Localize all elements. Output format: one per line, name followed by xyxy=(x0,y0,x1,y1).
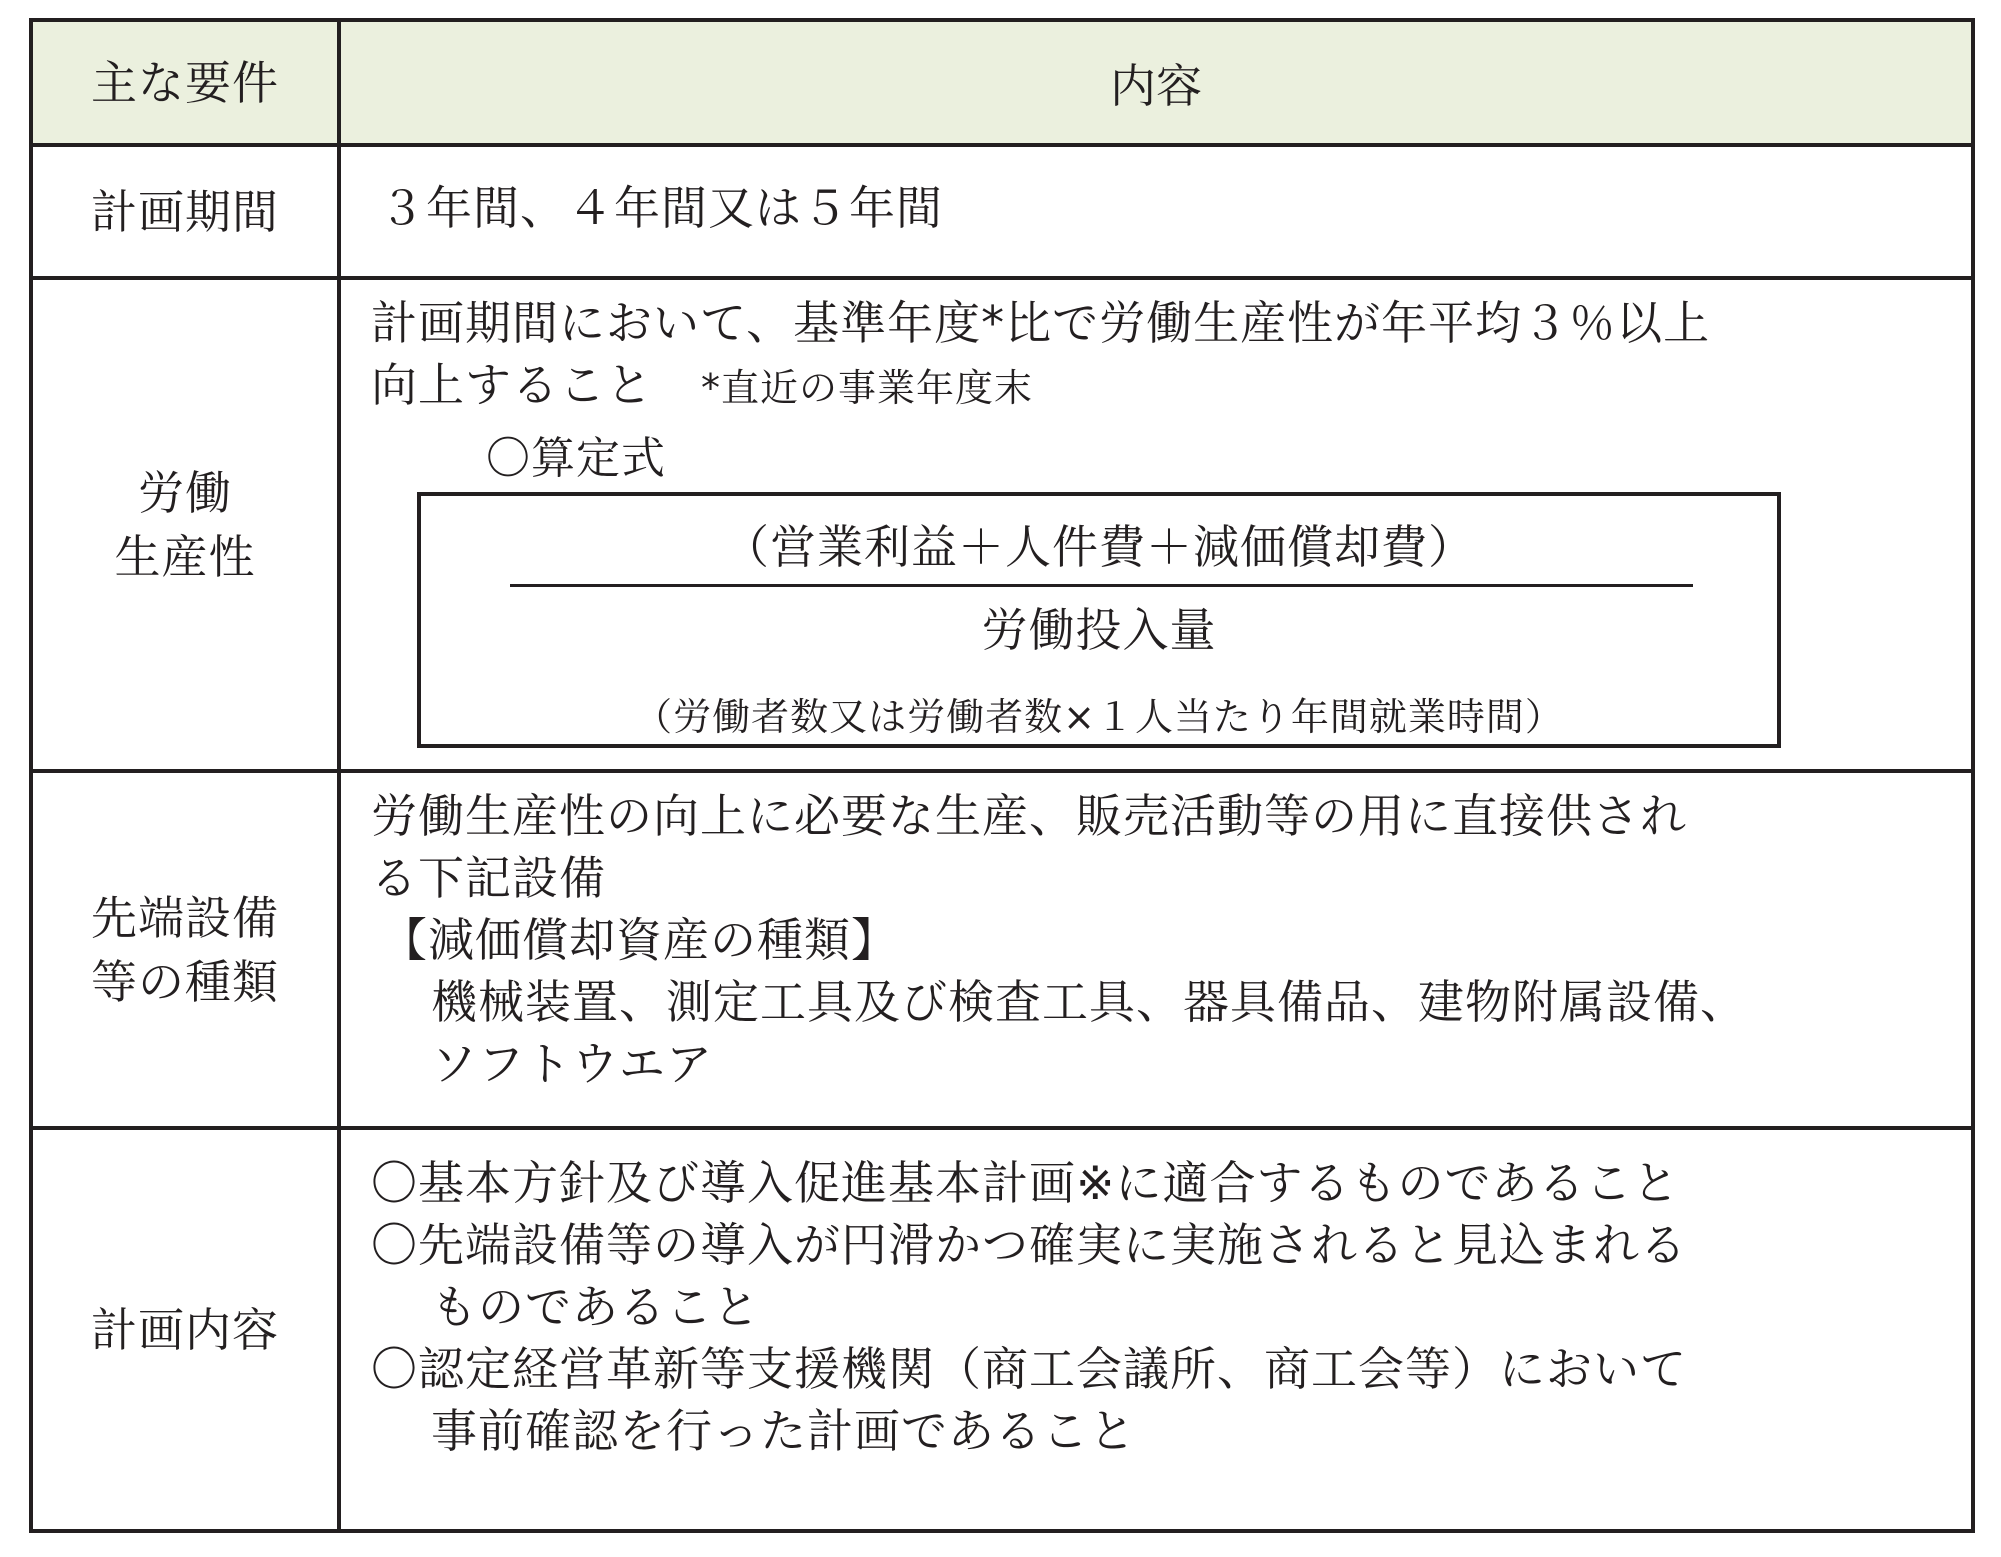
plan-label: 計画内容 xyxy=(91,1302,279,1357)
formula-denominator: 労働投入量 xyxy=(981,603,1217,657)
plan-item-1: 〇基本方針及び導入促進基本計画※に適合するものであること xyxy=(371,1156,1680,1210)
period-label: 計画期間 xyxy=(91,184,279,239)
asset-types-line2: ソフトウエア xyxy=(431,1037,713,1091)
plan-list xyxy=(371,1152,1991,1462)
formula-caption: 〇算定式 xyxy=(486,433,666,484)
header-content-label: 内容 xyxy=(1110,58,1202,113)
equipment-text-line2: る下記設備 xyxy=(371,851,606,905)
labor-productivity-text-line2: 向上すること xyxy=(371,358,653,412)
labor-productivity-label-line1: 労働 xyxy=(138,465,232,520)
plan-label-cell xyxy=(33,1130,341,1529)
labor-productivity-text xyxy=(371,292,1991,419)
equipment-label-cell xyxy=(33,773,341,1130)
labor-productivity-text-line2-row xyxy=(371,354,1991,419)
base-year-note: *直近の事業年度末 xyxy=(701,366,1034,410)
plan-item-2-line1: 〇先端設備等の導入が円滑かつ確実に実施されると見込まれる xyxy=(371,1218,1687,1272)
labor-productivity-content-cell xyxy=(341,280,1971,773)
plan-item-3-line2: 事前確認を行った計画であること xyxy=(431,1404,1136,1458)
header-requirements-label: 主な要件 xyxy=(91,55,279,110)
labor-productivity-label-cell xyxy=(33,280,341,773)
plan-item-3-line1: 〇認定経営革新等支援機関（商工会議所、商工会等）において xyxy=(371,1342,1687,1396)
header-requirements-cell xyxy=(33,22,341,147)
asset-types-heading: 【減価償却資産の種類】 xyxy=(381,913,898,967)
plan-content-cell xyxy=(341,1130,1971,1529)
equipment-content-cell xyxy=(341,773,1971,1130)
fraction-line xyxy=(510,584,1693,587)
asset-types-line1: 機械装置、測定工具及び検査工具、器具備品、建物附属設備、 xyxy=(431,975,1747,1029)
period-content-cell xyxy=(341,147,1971,280)
period-label-cell xyxy=(33,147,341,280)
labor-productivity-text-line1: 計画期間において、基準年度*比で労働生産性が年平均３％以上 xyxy=(371,296,1711,350)
equipment-text xyxy=(371,785,1991,1095)
labor-productivity-label xyxy=(115,461,256,589)
equipment-text-line1: 労働生産性の向上に必要な生産、販売活動等の用に直接供され xyxy=(371,789,1687,843)
formula-denominator-note: （労働者数又は労働者数×１人当たり年間就業時間） xyxy=(634,695,1564,739)
header-content-cell xyxy=(341,22,1971,147)
labor-productivity-label-line2: 生産性 xyxy=(114,529,256,584)
equipment-label-line2: 等の種類 xyxy=(91,954,279,1009)
requirements-table xyxy=(29,18,1975,1533)
equipment-label xyxy=(91,886,279,1014)
period-text: ３年間、４年間又は５年間 xyxy=(379,181,943,235)
plan-item-2-line2: ものであること xyxy=(431,1280,760,1334)
formula-numerator: （営業利益＋人件費＋減価償却費） xyxy=(723,520,1475,574)
equipment-label-line1: 先端設備 xyxy=(91,890,279,945)
formula-box xyxy=(417,492,1781,748)
